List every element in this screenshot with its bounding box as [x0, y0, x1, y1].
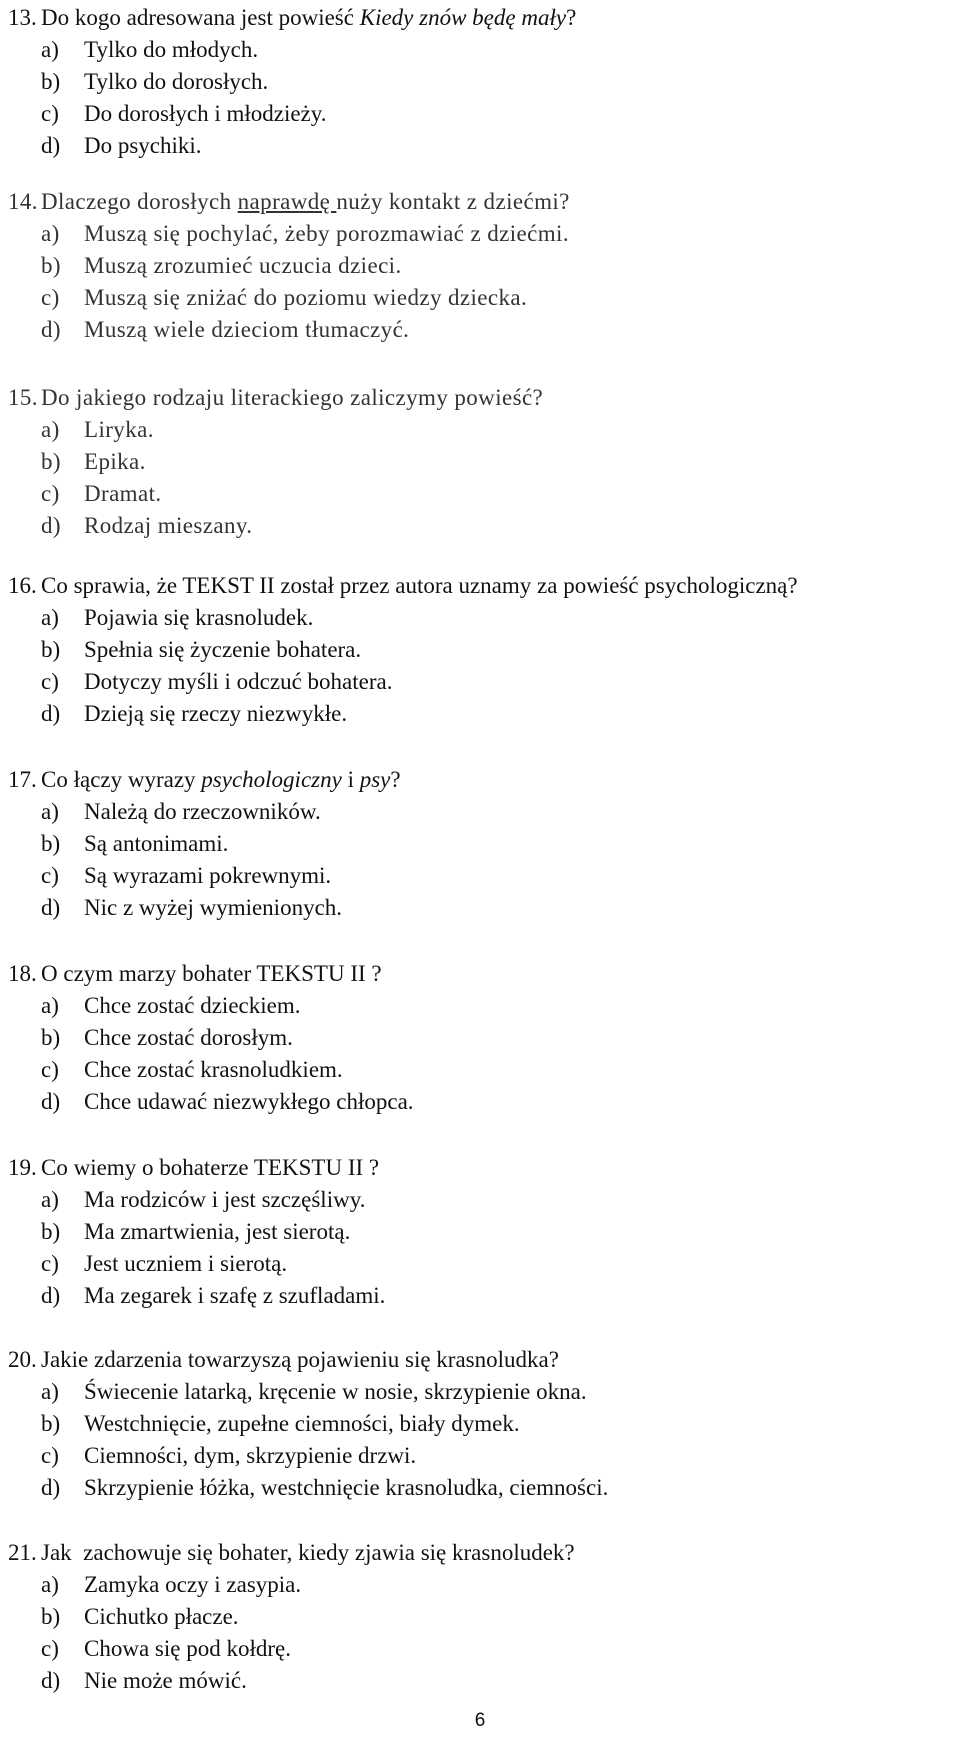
answer-option: b) Westchnięcie, zupełne ciemności, biały dymek.: [41, 1411, 520, 1436]
question-number: 16.: [8, 573, 37, 598]
answer-option: d) Dzieją się rzeczy niezwykłe.: [41, 701, 348, 726]
answer-option: b) Chce zostać dorosłym.: [41, 1025, 293, 1050]
answer-option: c) Jest uczniem i sierotą.: [41, 1251, 288, 1276]
answer-option: c) Do dorosłych i młodzieży.: [41, 101, 327, 126]
answer-option: c) Dramat.: [41, 481, 162, 506]
answer-option: a) Pojawia się krasnoludek.: [41, 605, 314, 630]
answer-option: b) Muszą zrozumieć uczucia dzieci.: [41, 253, 402, 278]
question-number: 14.: [8, 189, 38, 214]
question-number: 17.: [8, 767, 37, 792]
question-text: 21. Jak zachowuje się bohater, kiedy zjawia się krasnoludek?: [8, 1537, 958, 1569]
question-text: 20. Jakie zdarzenia towarzyszą pojawieniu się krasnoludka?: [8, 1344, 958, 1376]
question-number: 20.: [8, 1347, 37, 1372]
answer-option: a) Należą do rzeczowników.: [41, 799, 321, 824]
question-text: 17. Co łączy wyrazy psychologiczny i psy?: [8, 764, 958, 796]
question-text: 13. Do kogo adresowana jest powieść Kiedy znów będę mały?: [8, 2, 958, 34]
answer-option: a) Zamyka oczy i zasypia.: [41, 1572, 302, 1597]
question-21: [8, 1537, 958, 1697]
question-13: [8, 2, 958, 162]
question-text: 14. Dlaczego dorosłych naprawdę nuży kontakt z dziećmi?: [8, 186, 958, 218]
answer-option: d) Muszą wiele dzieciom tłumaczyć.: [41, 317, 410, 342]
answer-option: b) Są antonimami.: [41, 831, 229, 856]
answer-option: d) Nic z wyżej wymienionych.: [41, 895, 343, 920]
answer-option: a) Ma rodziców i jest szczęśliwy.: [41, 1187, 366, 1212]
answer-option: d) Skrzypienie łóżka, westchnięcie krasnoludka, ciemności.: [41, 1475, 609, 1500]
answer-option: b) Epika.: [41, 449, 146, 474]
answer-option: a) Świecenie latarką, kręcenie w nosie, skrzypienie okna.: [41, 1379, 587, 1404]
question-14: [8, 186, 958, 346]
answer-option: b) Ma zmartwienia, jest sierotą.: [41, 1219, 351, 1244]
question-number: 15.: [8, 385, 38, 410]
answer-option: b) Cichutko płacze.: [41, 1604, 239, 1629]
question-number: 21.: [8, 1540, 37, 1565]
question-text: 16. Co sprawia, że TEKST II został przez autora uznamy za powieść psychologiczną?: [8, 570, 958, 602]
question-number: 13.: [8, 5, 37, 30]
answer-option: a) Liryka.: [41, 417, 154, 442]
answer-option: d) Do psychiki.: [41, 133, 202, 158]
page-number: 6: [474, 1710, 486, 1731]
book-title: Kiedy znów będę mały: [359, 5, 567, 30]
answer-option: c) Dotyczy myśli i odczuć bohatera.: [41, 669, 393, 694]
question-20: [8, 1344, 958, 1504]
underlined-word: naprawdę: [237, 189, 337, 214]
question-number: 19.: [8, 1155, 37, 1180]
question-17: [8, 764, 958, 924]
answer-option: c) Chce zostać krasnoludkiem.: [41, 1057, 343, 1082]
answer-option: a) Tylko do młodych.: [41, 37, 259, 62]
question-16: [8, 570, 958, 730]
answer-option: c) Chowa się pod kołdrę.: [41, 1636, 291, 1661]
answer-option: b) Spełnia się życzenie bohatera.: [41, 637, 362, 662]
question-text: 19. Co wiemy o bohaterze TEKSTU II ?: [8, 1152, 958, 1184]
answer-option: d) Ma zegarek i szafę z szufladami.: [41, 1283, 386, 1308]
answer-option: c) Są wyrazami pokrewnymi.: [41, 863, 332, 888]
answer-option: c) Ciemności, dym, skrzypienie drzwi.: [41, 1443, 417, 1468]
question-number: 18.: [8, 961, 37, 986]
answer-option: a) Muszą się pochylać, żeby porozmawiać z dziećmi.: [41, 221, 569, 246]
answer-option: c) Muszą się zniżać do poziomu wiedzy dziecka.: [41, 285, 528, 310]
answer-option: d) Rodzaj mieszany.: [41, 513, 253, 538]
answer-option: d) Chce udawać niezwykłego chłopca.: [41, 1089, 414, 1114]
question-18: [8, 958, 958, 1118]
answer-option: b) Tylko do dorosłych.: [41, 69, 269, 94]
answer-option: d) Nie może mówić.: [41, 1668, 247, 1693]
question-text: 15. Do jakiego rodzaju literackiego zaliczymy powieść?: [8, 382, 958, 414]
question-19: [8, 1152, 958, 1312]
answer-option: a) Chce zostać dzieckiem.: [41, 993, 301, 1018]
question-text: 18. O czym marzy bohater TEKSTU II ?: [8, 958, 958, 990]
question-15: [8, 382, 958, 542]
